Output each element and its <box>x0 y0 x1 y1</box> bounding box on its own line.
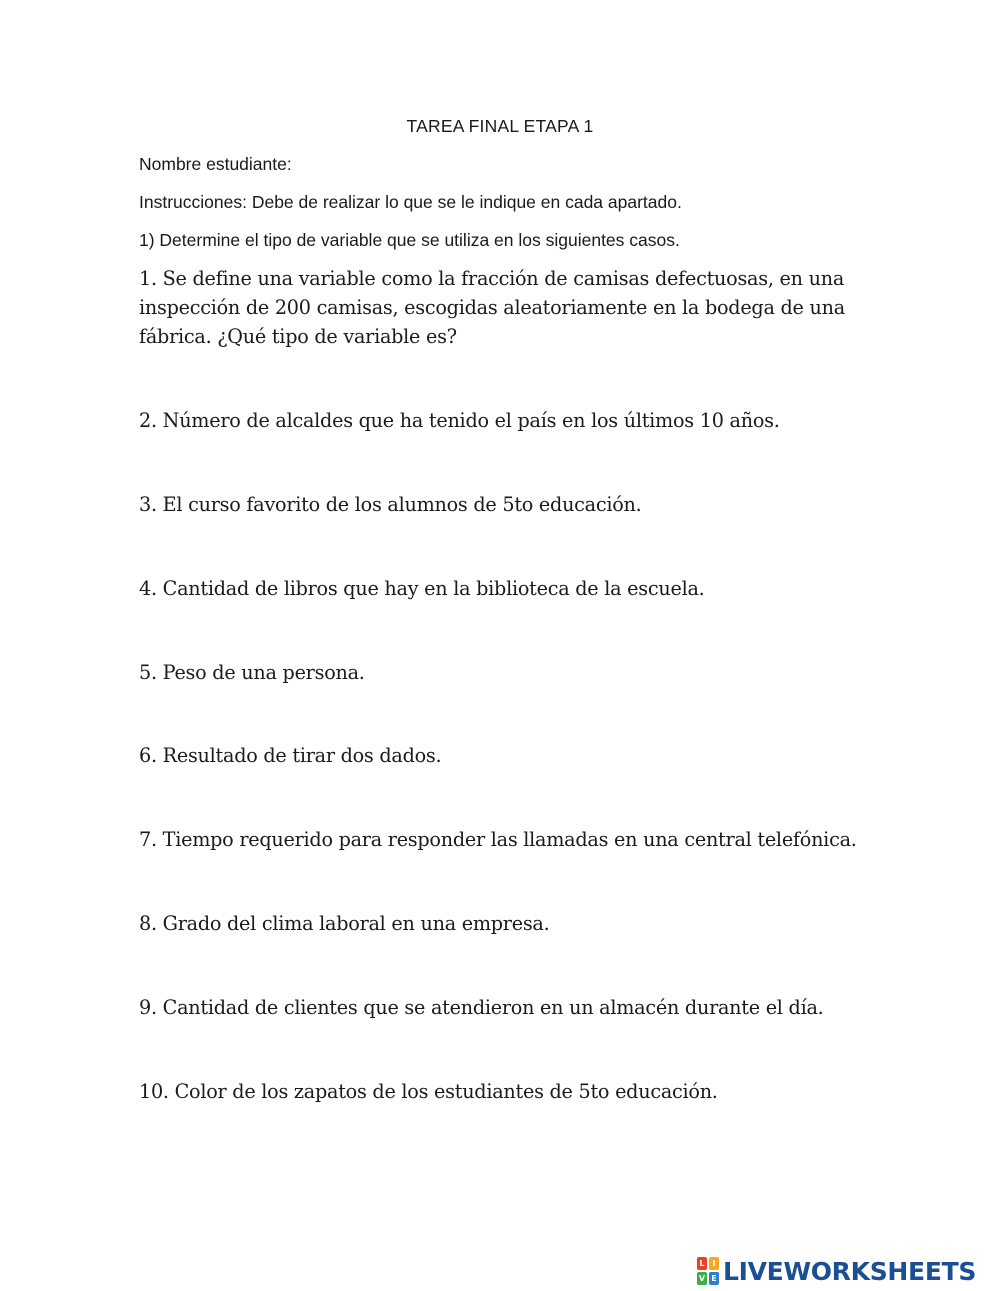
question-item: 4. Cantidad de libros que hay en la biblioteca de la escuela. <box>139 577 705 600</box>
liveworksheets-logo-icon <box>697 1257 719 1285</box>
question-item: 1. Se define una variable como la fracción de camisas defectuosas, en una inspección de 200 camisas, escogidas aleatoriamente en la bodega de una fábrica. ¿Qué tipo de variable es? <box>139 267 845 348</box>
logo-wordmark: LIVEWORKSHEETS <box>723 1256 977 1286</box>
question-item: 7. Tiempo requerido para responder las llamadas en una central telefónica. <box>139 828 857 851</box>
student-name-label: Nombre estudiante: <box>139 154 292 174</box>
worksheet-title: TAREA FINAL ETAPA 1 <box>406 116 594 136</box>
instructions-text: Instrucciones: Debe de realizar lo que se le indique en cada apartado. <box>139 192 682 212</box>
question-item: 3. El curso favorito de los alumnos de 5to educación. <box>139 493 642 516</box>
logo-letter: L <box>697 1257 707 1270</box>
liveworksheets-logo <box>697 1256 976 1286</box>
logo-letter: E <box>709 1272 719 1285</box>
logo-letter: I <box>709 1257 719 1270</box>
logo-letter: V <box>698 1274 706 1283</box>
question-item: 10. Color de los zapatos de los estudiantes de 5to educación. <box>139 1080 718 1103</box>
question-item: 2. Número de alcaldes que ha tenido el país en los últimos 10 años. <box>139 409 780 432</box>
section-heading: 1) Determine el tipo de variable que se utiliza en los siguientes casos. <box>139 230 680 250</box>
question-item: 9. Cantidad de clientes que se atendieron en un almacén durante el día. <box>139 996 824 1019</box>
question-item: 5. Peso de una persona. <box>139 661 365 684</box>
question-item: 6. Resultado de tirar dos dados. <box>139 744 442 767</box>
question-item: 8. Grado del clima laboral en una empresa. <box>139 912 550 935</box>
